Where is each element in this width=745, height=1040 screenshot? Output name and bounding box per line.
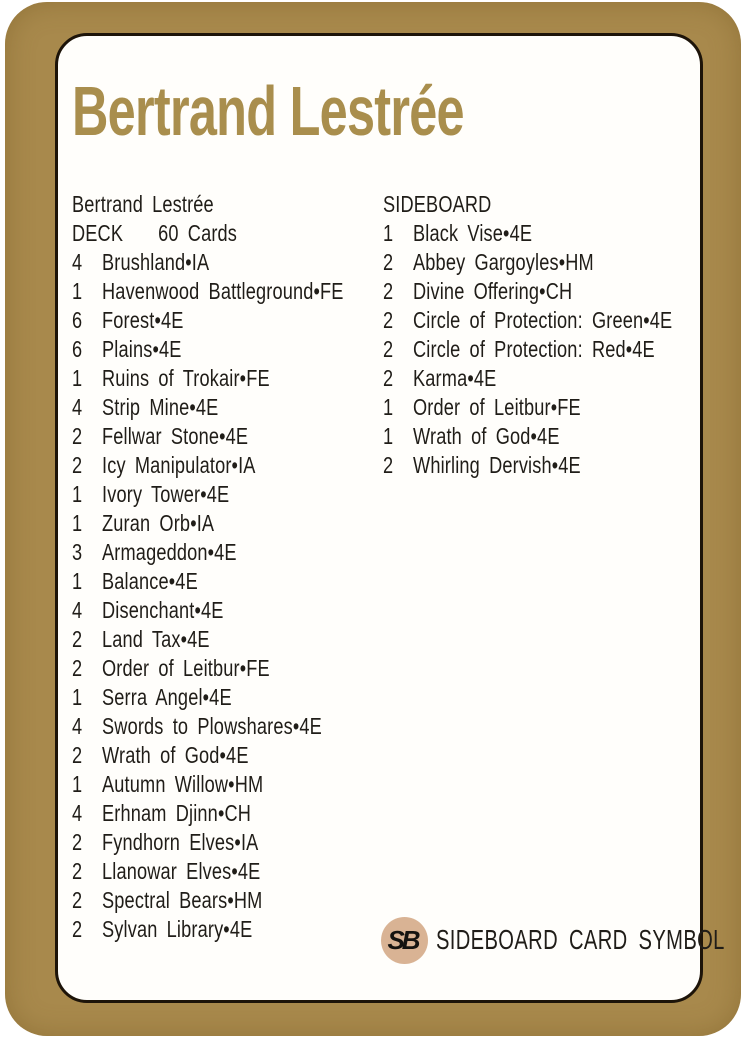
entry-card-name: Karma•4E [413,365,497,391]
entry-card-name: Fyndhorn Elves•IA [102,829,259,855]
deck-entry [72,480,344,509]
entry-quantity: 6 [72,336,83,362]
entry-quantity: 1 [383,220,394,246]
entry-card-name: Strip Mine•4E [102,394,219,420]
sideboard-entry [383,335,672,364]
deck-entry [72,306,344,335]
entry-quantity: 2 [383,278,394,304]
entry-quantity: 2 [72,916,83,942]
entry-card-name: Brushland•IA [102,249,210,275]
entry-quantity: 6 [72,307,83,333]
entry-card-name: Ivory Tower•4E [102,481,230,507]
entry-quantity: 1 [72,365,83,391]
entry-quantity: 2 [383,307,394,333]
deck-entry [72,799,344,828]
entry-card-name: Order of Leitbur•FE [102,655,270,681]
entry-quantity: 1 [72,278,83,304]
entry-quantity: 4 [72,713,83,739]
entry-card-name: Llanowar Elves•4E [102,858,261,884]
entry-quantity: 2 [72,655,83,681]
entry-card-name: Serra Angel•4E [102,684,232,710]
deck-column [72,190,344,944]
entry-quantity: 2 [72,887,83,913]
sideboard-entry [383,422,672,451]
deck-count: 60 Cards [158,220,238,246]
entry-card-name: Erhnam Djinn•CH [102,800,252,826]
entry-quantity: 2 [72,858,83,884]
deck-entry [72,857,344,886]
deck-entry [72,915,344,944]
entry-card-name: Circle of Protection: Red•4E [413,336,655,362]
entry-quantity: 1 [72,510,83,536]
sideboard-entry [383,277,672,306]
entry-card-name: Plains•4E [102,336,182,362]
entry-card-name: Wrath of God•4E [102,742,249,768]
entry-quantity: 3 [72,539,83,565]
sideboard-icon [381,917,428,964]
deck-entry [72,625,344,654]
sideboard-entry [383,393,672,422]
entry-quantity: 2 [72,742,83,768]
deck-list [72,248,344,944]
deck-entry [72,451,344,480]
entry-quantity: 1 [72,684,83,710]
card-face [55,33,725,1003]
entry-card-name: Forest•4E [102,307,184,333]
deck-entry [72,770,344,799]
deck-entry [72,277,344,306]
sideboard-entry [383,451,672,480]
entry-quantity: 1 [72,481,83,507]
entry-quantity: 2 [72,452,83,478]
entry-card-name: Autumn Willow•HM [102,771,264,797]
entry-card-name: Armageddon•4E [102,539,237,565]
deck-entry [72,335,344,364]
entry-card-name: Ruins of Trokair•FE [102,365,270,391]
player-name: Bertrand Lestrée [72,191,214,217]
deck-header [72,219,344,248]
entry-card-name: Wrath of God•4E [413,423,560,449]
entry-card-name: Whirling Dervish•4E [413,452,581,478]
entry-quantity: 4 [72,249,83,275]
sideboard-entry [383,364,672,393]
entry-quantity: 2 [72,829,83,855]
deck-entry [72,509,344,538]
deck-entry [72,364,344,393]
sideboard-entry [383,219,672,248]
sideboard-legend [381,916,745,964]
deck-label: DECK [72,220,124,246]
entry-quantity: 1 [72,771,83,797]
entry-quantity: 2 [383,336,394,362]
deck-entry [72,712,344,741]
entry-card-name: Sylvan Library•4E [102,916,253,942]
deck-entry [72,828,344,857]
entry-quantity: 2 [383,365,394,391]
deck-entry [72,393,344,422]
entry-card-name: Swords to Plowshares•4E [102,713,322,739]
entry-quantity: 2 [72,423,83,449]
entry-card-name: Order of Leitbur•FE [413,394,581,420]
entry-card-name: Black Vise•4E [413,220,533,246]
deck-entry [72,538,344,567]
deck-entry [72,741,344,770]
deck-entry [72,248,344,277]
entry-quantity: 4 [72,800,83,826]
entry-card-name: Divine Offering•CH [413,278,573,304]
entry-quantity: 2 [72,626,83,652]
entry-quantity: 2 [383,249,394,275]
entry-card-name: Fellwar Stone•4E [102,423,249,449]
decklist-card [5,2,741,1036]
entry-quantity: 1 [72,568,83,594]
sideboard-list [383,219,672,480]
entry-card-name: Disenchant•4E [102,597,224,623]
entry-quantity: 1 [383,423,394,449]
entry-card-name: Circle of Protection: Green•4E [413,307,673,333]
deck-entry [72,886,344,915]
entry-quantity: 4 [72,597,83,623]
sideboard-entry [383,306,672,335]
entry-card-name: Zuran Orb•IA [102,510,215,536]
deck-entry [72,683,344,712]
entry-card-name: Land Tax•4E [102,626,210,652]
sideboard-column [383,190,672,480]
deck-entry [72,422,344,451]
sideboard-entry [383,248,672,277]
entry-quantity: 2 [383,452,394,478]
deck-entry [72,567,344,596]
entry-card-name: Havenwood Battleground•FE [102,278,344,304]
entry-quantity: 1 [383,394,394,420]
sideboard-icon-label: SB [387,924,418,955]
card-title: Bertrand Lestrée [72,72,464,150]
deck-entry [72,654,344,683]
sideboard-legend-caption: SIDEBOARD CARD SYMBOL [436,924,725,955]
entry-card-name: Balance•4E [102,568,198,594]
entry-quantity: 4 [72,394,83,420]
entry-card-name: Icy Manipulator•IA [102,452,256,478]
entry-card-name: Spectral Bears•HM [102,887,263,913]
entry-card-name: Abbey Gargoyles•HM [413,249,594,275]
sideboard-header: SIDEBOARD [383,191,492,217]
deck-entry [72,596,344,625]
